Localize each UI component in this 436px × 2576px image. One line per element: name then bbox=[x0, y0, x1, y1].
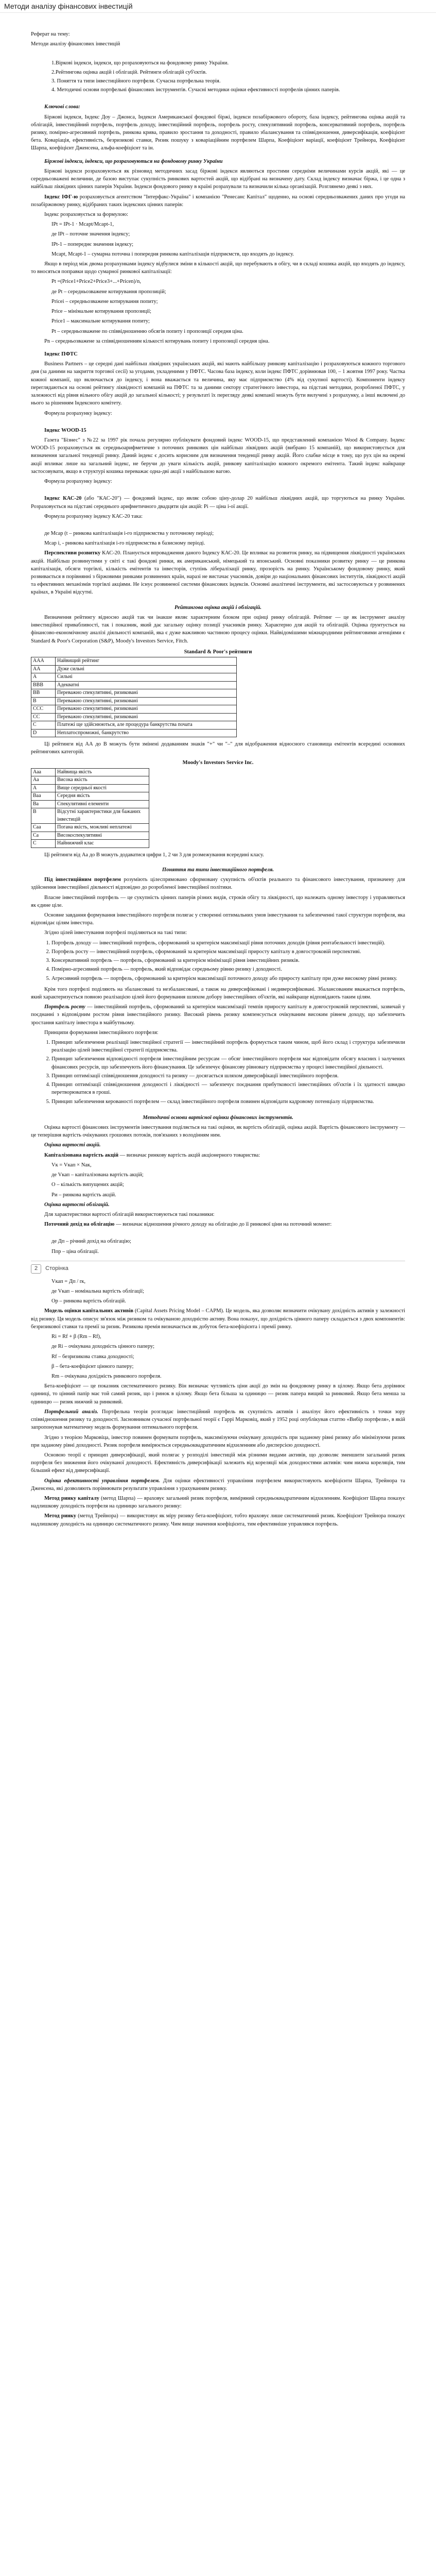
table-row bbox=[31, 721, 237, 730]
section-2-para: Визначення рейтингу відносно акцій так чи інакше являє характерним блоком при оцінці ринку облігацій. Рейтинг — це як інструмент аналізу інвестиційної привабливості, так і показник, який дає загальну оцінку позиції учасників ринку. Характерно для акцій та облігацій. Оцінка ґрунтується на фінансово-економічному аналізі діяльності компаній, яка є дуже важливою частиною процесу оцінки. Найвідомішими міжнародними рейтинговими агенціями є Standard & Poor's Corporation (S&P), Moody's Investors Service, Fitch. bbox=[31, 614, 405, 644]
rating-desc: Переважно спекулятивні, ризиковані bbox=[56, 689, 237, 698]
formula-legend: Ор – ринкова вартість облігацій. bbox=[51, 1298, 126, 1304]
rating-desc: Адекватні bbox=[56, 681, 237, 689]
list-item: 2. Принцип забезпечення відповідності портфеля інвестиційним ресурсам — обсяг інвестиційного портфеля має відповідати обсягу власних і залучених фінансових ресурсів, що забезпечують його фінансування. Це забезпечує фінансову рівновагу підприємства у процесі інвестиційної діяльності. bbox=[51, 1055, 405, 1071]
page-separator bbox=[31, 1264, 405, 1274]
table-row bbox=[31, 784, 149, 792]
rating-code: СС bbox=[31, 713, 56, 721]
rating-desc: Найвища якість bbox=[56, 768, 149, 776]
rating-desc: Дуже сильні bbox=[56, 665, 237, 673]
list-item: 4. Принцип оптимізації співвідношення доходності і ліквідності — забезпечує поєднання прибутковості інвестиційних об'єктів і їх здатності швидко перетворюватися в гроші. bbox=[51, 1081, 405, 1096]
ifg-label: Індекс ІФГ-ю bbox=[44, 194, 78, 200]
portfolio-analysis-label: Портфельний аналіз. bbox=[44, 1409, 98, 1415]
sp-note: Ці рейтинги від АА до В можуть бути змінені додаванням знаків "+" чи "–" для відображення відносного становища емітентів всередині основних рейтингових категорій. bbox=[31, 741, 405, 755]
rating-code: Са bbox=[31, 832, 56, 840]
section-1-para-ifg bbox=[31, 193, 405, 209]
portfolio-types-list bbox=[31, 939, 405, 982]
table-row bbox=[31, 681, 237, 689]
rating-code: ССС bbox=[31, 705, 56, 714]
key-words-text: Біржові індекси, Індекс Доу – Джонса, Індекси Американської фондової біржі, індекси позабіржового обороту, база індексу, рейтингова оцінка акцій та облігацій, інвестиційний портфель, портфель доходу, інвестиційний портфель, портфель росту, спекулятивний портфель, консервативний портфель, портфель ризику, помірно-агресивний портфель, ринкова крива, правило зростання та доходності, правило збалансування та співвідношення, диверсифікація, коефіцієнт бета. Коваріація, ефективність, безризикові ставки, Ризик пошуку з коваріаційним портфелем Шарпа, Коефіцієнт варіації, коефіцієнт Трейнора, Коефіцієнт Шарпа, коефіцієнт Дженсена, альфа-коефіцієнт та ін. bbox=[31, 114, 405, 151]
page2-para bbox=[31, 1307, 405, 1331]
table-row bbox=[31, 665, 237, 673]
kac-label: Індекс КАС-20 bbox=[44, 496, 82, 502]
ref-topic: Методи аналізу фінансових інвестицій bbox=[31, 41, 120, 47]
rating-code: ААА bbox=[31, 657, 56, 666]
section-3-para: Крім того портфелі поділяють на збалансовані та незбалансовані, а також на диверсифіковані і недиверсифіковані. Збалансованим вважається портфель, який характеризується повною реалізацією цілей його формування шляхом добору інвестиційних об'єктів, які найкраще відповідають таким цілям. bbox=[31, 986, 405, 1000]
formula-legend: де ІРt – поточне значення індексу; bbox=[51, 231, 130, 238]
rating-desc: Найнижчий клас bbox=[56, 840, 149, 848]
rating-code: Ааа bbox=[31, 768, 56, 776]
formula: Vк = Vкап × Nак, bbox=[51, 1162, 92, 1168]
formula-legend: Price – мінімальне котирування пропозиції; bbox=[51, 309, 151, 315]
rating-desc: Сильні bbox=[56, 673, 237, 682]
principles-list bbox=[31, 1039, 405, 1106]
list-item: 3. Консервативний портфель — портфель, сформований за критерієм мінімізації рівня інвестиційних ризиків. bbox=[51, 957, 405, 964]
rating-desc: Платежі ще здійснюються, але процедура банкрутства почата bbox=[56, 721, 237, 730]
kac-perspective-para bbox=[31, 549, 405, 596]
formula-legend: де Рt – середньозважене котирування пропозицій; bbox=[51, 289, 166, 295]
sharpe-label: Метод ринку капіталу bbox=[44, 1496, 99, 1502]
page2-para bbox=[31, 1477, 405, 1493]
section-4-para bbox=[31, 1151, 405, 1159]
section-3-para: Власне інвестиційний портфель — це сукупність цінних паперів різних видів, строків обігу та ліквідності, що належать одному інвестору і управляються як єдине ціле. bbox=[31, 894, 405, 908]
rating-code: С bbox=[31, 721, 56, 730]
rating-code: В bbox=[31, 697, 56, 705]
formula: IРt = ІРt-1 · Mcapt/Mcapt-1, bbox=[51, 222, 114, 228]
key-words-label: Ключові слова: bbox=[44, 104, 80, 110]
document-title: Методи аналізу фінансових інвестицій bbox=[4, 2, 133, 10]
page-number: 2 bbox=[31, 1264, 41, 1274]
section-4-title: Методичні основи вартісної оцінки фінансових інструментів. bbox=[143, 1114, 293, 1121]
capm-label: Модель оцінки капітальних активів bbox=[44, 1308, 134, 1314]
list-item: 2. Портфель росту — інвестиційний портфель, сформований за критерієм максимізації приросту капіталу в довгостроковій перспективі. bbox=[51, 948, 405, 956]
stock-valuation-label: Оцінка вартості акцій. bbox=[44, 1142, 101, 1148]
table-row bbox=[31, 657, 237, 666]
rating-code: Ва bbox=[31, 800, 56, 808]
cap-value-label: Капіталізована вартість акцій bbox=[44, 1152, 118, 1158]
table-row bbox=[31, 824, 149, 832]
current-income-text: — визначає відношення річного доходу на облігацію до її ринкової ціни на поточний момент: bbox=[115, 1222, 332, 1228]
formula-legend: Rm – очікувана дохідність ринкового портфеля. bbox=[51, 1373, 162, 1379]
efficiency-label: Оцінка ефективності управління портфелем. bbox=[44, 1478, 160, 1484]
rating-desc: Високоспекулятивні bbox=[56, 832, 149, 840]
plan-item: 4. Методичні основи портфельні фінансових інструментів. Сучасні методики оцінки ефективності портфелів цінних паперів. bbox=[51, 87, 340, 93]
rating-desc: Переважно спекулятивні, ризиковані bbox=[56, 705, 237, 714]
pfts-label: Індекс ПФТС bbox=[44, 351, 78, 357]
formula-legend: Pricei – середньозважене котирування попиту; bbox=[51, 298, 158, 304]
section-3-title: Поняття та типи інвестиційного портфеля. bbox=[162, 867, 274, 873]
formula-legend: де Дп – річний дохід на облігацію; bbox=[51, 1239, 131, 1245]
formula: Рt =(Price1+Price2+Price3+...+Pricen)/n, bbox=[51, 279, 141, 285]
section-3-para bbox=[31, 876, 405, 891]
section-1-title: Біржові індекси, індекси, що розраховуються на фондовому ринку України bbox=[44, 158, 223, 164]
sp-rating-table bbox=[31, 657, 237, 737]
moody-note: Ці рейтинги від Аа до В можуть додаватися цифри 1, 2 чи 3 для розмежування всередині класу. bbox=[44, 852, 264, 858]
rating-code: А bbox=[31, 784, 56, 792]
table-row bbox=[31, 832, 149, 840]
table-row bbox=[31, 673, 237, 682]
plan-list bbox=[31, 59, 405, 94]
page2-para bbox=[31, 1495, 405, 1510]
section-3-para: Основне завдання формування інвестиційного портфеля полягає у створенні оптимальних умов інвестування та забезпеченні такої структури портфеля, яка відповідає цілям інвестора. bbox=[31, 912, 405, 926]
kac-para bbox=[31, 495, 405, 510]
efficiency-text: Для оцінки ефективності управління портфелем використовують коефіцієнти Шарпа, Трейнора та Дженсена, які дозволяють порівнювати результати управління з урахуванням ризику. bbox=[31, 1478, 406, 1492]
rating-desc: Спекулятивні елементи bbox=[56, 800, 149, 808]
rating-code: D bbox=[31, 729, 56, 737]
rating-desc: Середня якість bbox=[56, 792, 149, 801]
formula-intro: Індекс розраховується за формулою: bbox=[44, 211, 129, 217]
sharpe-text: (метод Шарпа) — враховує загальний ризик портфеля, виміряний середньоквадратичним відхиленням. Коефіцієнт Шарпа показує надлишкову доходність портфеля на одиницю загального ризику: bbox=[31, 1496, 405, 1510]
pfts-formula-label: Формула розрахунку індексу: bbox=[44, 410, 112, 416]
formula-legend: де Mcap (t – ринкова капіталізація і-го підприємства у поточному періоді; bbox=[44, 530, 214, 536]
portfolio-def-text: розуміють цілеспрямовано сформовану сукупність об'єктів реального та фінансового інвестування, призначену для здійснення інвестиційної діяльності відповідно до розробленої інвестиційної політики. bbox=[31, 877, 405, 891]
kac-perspective-text: КАС-20. Планується впровадження даного Індексу КАС-20. Це впливає на розвиток ринку, на підвищення ліквідності українських акцій. Найбільш розвинутими у світі є такі фондові ринки, як американський, німецький та японський. Основні показники розвитку ринку — це ринкова капіталізація, обсяги торгівлі, кількість емітентів та інвесторів, ступінь лібералізації ринку, прозорість на ринку. Українському фондовому ринку, який розвивається в порівнянні з біржовими ринками розвинених країн, наразі не вистачає учасників, довіри до національних фінансових інститутів, ліквідності акцій та ефективних механізмів торгівлі акціями. Не існує розвиненої системи фінансових індексів. Основні аналітичні інструменти, які застосовуються у розвинених країнах, в Україні відсутні. bbox=[31, 550, 406, 596]
table-row bbox=[31, 808, 149, 824]
list-item: 5. Принцип забезпечення керованості портфелем — склад інвестиційного портфеля повинен відповідати кадровому потенціалу підприємства. bbox=[51, 1098, 405, 1106]
rating-code: ВВВ bbox=[31, 681, 56, 689]
rating-desc: Переважно спекулятивні, ризиковані bbox=[56, 713, 237, 721]
table-row bbox=[31, 840, 149, 848]
ifg-text: розраховується агентством "Інтерфакс-Україна" і компанією "Ренесанс Капітал" щоденно, на основі середньозважених даних про угоди на позабіржовому ринку, відібраних таких індексних цінних паперів: bbox=[31, 194, 405, 208]
ref-title: Реферат на тему: bbox=[31, 31, 70, 37]
growth-portfolio-text: — інвестиційний портфель, сформований за критерієм максимізації темпів приросту капіталу в довгостроковій перспективі, зазвичай у поєднанні з відповідним ростом рівня інвестиційного ризику. Високий рівень ризику компенсується очікуваним високим рівнем доходу, що забезпечить зростання капіталу інвестора в майбутньому. bbox=[31, 1004, 406, 1026]
rating-desc: Переважно спекулятивні, ризиковані bbox=[56, 697, 237, 705]
woodi-formula-label: Формула розрахунку індексу: bbox=[44, 479, 112, 485]
formula: Vкап = Дп / rк, bbox=[51, 1278, 86, 1284]
list-item: 5. Агресивний портфель — портфель, сформований за критерієм максимізації поточного доходу або приросту капіталу при дуже високому рівні ризику. bbox=[51, 975, 405, 982]
formula-legend: O – кількість випущених акцій; bbox=[51, 1182, 124, 1188]
formula-legend: Ппр – ціна облігації. bbox=[51, 1248, 99, 1255]
formula-legend: ІРt-1 – попереднє значення індексу; bbox=[51, 241, 134, 247]
formula-legend: β – бета-коефіцієнт цінного паперу; bbox=[51, 1363, 134, 1369]
section-3-para bbox=[31, 1003, 405, 1027]
formula-legend: де Vкап – номінальна вартість облігації; bbox=[51, 1289, 144, 1294]
list-item: 1. Принцип забезпечення реалізації інвестиційної стратегії — інвестиційний портфель формується таким чином, щоб його склад і структура забезпечили реалізацію цілей інвестиційної стратегії підприємства. bbox=[51, 1039, 405, 1054]
formula-legend: Rf – безризикова ставка доходності; bbox=[51, 1353, 134, 1360]
page2-para: Основою теорії є принцип диверсифікації, який полягає у розподілі інвестицій між різними видами активів, що дозволяє зменшити загальний ризик портфеля без зниження його очікуваної доходності. Ефективність диверсифікації залежить від кореляції між доходностями активів: чим нижча кореляція, тим більший ефект від диверсифікації. bbox=[31, 1452, 405, 1474]
table-row bbox=[31, 776, 149, 785]
rating-desc: Неплатоспроможні, банкрутство bbox=[56, 729, 237, 737]
section-3-para: Принципи формування інвестиційного портфеля: bbox=[44, 1029, 159, 1036]
page2-para bbox=[31, 1408, 405, 1432]
growth-portfolio-label: Портфель росту bbox=[44, 1004, 85, 1010]
formula-legend: Mcapt, Mcapt-1 – сумарна поточна і попередня ринкова капіталізація підприємств, що входять до індексу. bbox=[51, 251, 294, 257]
rating-desc: Вище середньої якості bbox=[56, 784, 149, 792]
rating-code: Саа bbox=[31, 824, 56, 832]
capm-text: (Capital Assets Pricing Model – CAPM). Це модель, яка дозволяє визначити очікувану дохідність активів у залежності від ризику. Ця модель описує зв'язок між ризиком та очікуваною доходністю активу. Вона показує, що дохідність цінного паперу складається з двох компонентів: безризикової ставки та премії за ризик. Ризикова премія визначається як добуток бета-коефіцієнта і премії ринку. bbox=[31, 1308, 405, 1330]
section-2-title: Рейтингова оцінка акцій і облігацій. bbox=[175, 604, 261, 611]
formula-legend: де Vкап – капіталізована вартість акцій; bbox=[51, 1172, 144, 1178]
page2-para: Бета-коефіцієнт — це показник систематичного ризику. Він визначає чутливість ціни акції до змін на фондовому ринку в цілому. Якщо бета дорівнює одиниці, то цінний папір має той самий ризик, що і ринок в цілому. Якщо бета більша за одиницю — ризик папера вищий за ринковий. Якщо бета менша за одиницю — ризик нижчий за ринковий. bbox=[31, 1383, 405, 1405]
rating-desc: Висока якість bbox=[56, 776, 149, 785]
moody-table-title: Moody's Investors Service Inc. bbox=[182, 760, 254, 766]
table-row bbox=[31, 792, 149, 801]
moody-rating-table bbox=[31, 768, 149, 848]
woodi-label: Індекс WOOD-15 bbox=[44, 427, 86, 433]
table-row bbox=[31, 729, 237, 737]
rating-code: А bbox=[31, 673, 56, 682]
sp-table-title: Standard & Poor's рейтинги bbox=[184, 649, 252, 655]
treynor-label: Метод ринку bbox=[44, 1513, 76, 1519]
formula-legend: Mcap i, - ринкова капіталізація і-го підприємства в базисному періоді. bbox=[44, 540, 205, 547]
current-income-label: Поточний дохід на облігацію bbox=[44, 1222, 115, 1228]
section-3-para: Згідно цілей інвестування портфелі поділяються на такі типи: bbox=[44, 930, 187, 936]
plan-item: 2.Рейтингова оцінка акцій і облігацій. Рейтинги облігацій суб'єктів. bbox=[51, 69, 207, 75]
rating-code: Ваа bbox=[31, 792, 56, 801]
document-body bbox=[0, 13, 436, 1528]
table-row bbox=[31, 768, 149, 776]
bond-valuation-label: Оцінка вартості облігацій. bbox=[44, 1201, 110, 1208]
list-item: 3. Принцип оптимізації співвідношення доходності та ризику — досягається шляхом диверсифікації інвестиційного портфеля. bbox=[51, 1072, 405, 1080]
formula: Rі = Rf + β (Rm – Rf), bbox=[51, 1334, 101, 1340]
rating-code: В bbox=[31, 808, 56, 824]
table-row bbox=[31, 713, 237, 721]
treynor-text: (метод Трейнора) — використовує як міру ризику бета-коефіцієнт, тобто враховує лише систематичний ризик. Коефіцієнт Трейнора показує надлишкову доходність на одиницю систематичного ризику. Чим вище значення коефіцієнта, тим ефективніше управлявся портфель. bbox=[31, 1513, 405, 1527]
woodi-para: Газета "Бізнес" з №22 за 1997 рік почала регулярно публікувати фондовий індекс WOOD-15, що представлений компанією Wood & Company. Індекс WOOD-15 розраховується як середньоарифметичне з поточних ринкових цін найбільш ліквідних акцій (вибрано 15 компаній), що використовується для визначення загальної тенденції ринку. Даний індекс є досить корисним для визначення тенденції ринку акцій. Його слабке місце в тому, що рух цін на окремі акції впливає лише на загальний індекс, не беручи до уваги кількість акцій, ринкову капіталізацію кожного окремого емітента. Такий індекс найкраще застосовувати, якщо в структурі кошика переважає одна-дві акції з найбільшою вагою. bbox=[31, 437, 405, 474]
section-4-para: Для характеристики вартості облігацій використовуються такі показники: bbox=[44, 1211, 215, 1217]
page2-para bbox=[31, 1512, 405, 1528]
portfolio-analysis-text: Портфельна теорія розглядає інвестиційний портфель як сукупність активів і аналізує його ефективність з точки зору співвідношення ризику та доходності. Засновником сучасної портфельної теорії є Гаррі Марковіц, який у 1952 році опублікував статтю «Вибір портфеля», в якій запропонував математичну модель формування оптимального портфеля. bbox=[31, 1409, 406, 1431]
section-4-para: Оцінка вартості фінансових інструментів інвестування поділяється на такі оцінки, як вартість облігацій, оцінка акцій. Вартість фінансового інструменту — це теперішня вартість очікуваних грошових потоків, пов'язаних з володінням ним. bbox=[31, 1125, 405, 1139]
rating-desc: Найвищий рейтинг bbox=[56, 657, 237, 666]
page2-para: Згідно з теорією Марковіца, інвестор повинен формувати портфель, максимізуючи очікувану доходність при заданому рівні ризику або мінімізуючи ризик при заданому рівні доходності. Ризик портфеля вимірюється середньоквадратичним відхиленням або дисперсією доходності. bbox=[31, 1434, 405, 1448]
plan-item: 3. Поняття та типи інвестиційного портфеля. Сучасна портфельна теорія. bbox=[51, 78, 221, 84]
rating-desc: Погана якість, можливі неплатежі bbox=[56, 824, 149, 832]
section-1-para: Pn – середньозважене за співвідношенням кількості котирувань попиту і пропозиції середня ціна. bbox=[44, 338, 270, 344]
section-1-para: Якщо в період між двома розрахунками індексу відбулися зміни в кількості акцій, що перебувають в обігу, чи в складі кошика акцій, що входять до індексу, то вносяться поправки щодо сумарної ринкової капіталізації: bbox=[31, 261, 405, 275]
rating-code: ВВ bbox=[31, 689, 56, 698]
rating-code: С bbox=[31, 840, 56, 848]
section-1-para: Біржові індекси розраховуються як різновид методичних засад біржові індекси являються простими середніми величинами курсів акцій, які — це середньозважені величини, де базою виступає сукупність ринкових вартостей акцій, що відібрані на визначену дату. Склад індексу визначає біржа, і це одна з найбільш ліквідних цінних паперів України. Індекси фондового ринку в країні розрахували та визначили кілька організацій. Розглянемо деякі з них. bbox=[31, 168, 405, 190]
cap-value-text: — визначає ринкову вартість акцій акціонерного товариства: bbox=[119, 1152, 260, 1158]
document-title-bar bbox=[0, 0, 436, 13]
pfts-para: Business Partners – це середні дані найбільш ліквідних українських акцій, які мають найбільшу ринкову капіталізацію і розраховуються кожного торгового дня (за даними на закриття торгової сесії) за угодами, укладеними у ПФТС. Часова база індексу, коли індекс ПФТС дорівнював 100, – 1 жовтня 1997 року. Частка кожної компанії, що включається до індексу, і вона вважається та величина, яку має підприємство (4% від сукупної вартості). Компоненти індексу переглядаються на основі рейтингу ліквідності компаній на ПФТС та за даними сектору стратегічного інвестора, на підставі методики, розробленої ПФТС, у залежності від рівня вільного обігу акцій до загальної кількості; у результаті їх перегляду деякі компанії можуть бути вилучені з розрахунку, а інші включені до нього за рішенням Індексного комітету. bbox=[31, 361, 405, 406]
section-4-para bbox=[31, 1221, 405, 1228]
table-row bbox=[31, 689, 237, 698]
kac-perspective-label: Перспективи розвитку bbox=[44, 550, 101, 556]
list-item: 1. Портфель доходу — інвестиційний портфель, сформований за критерієм максимізації рівня поточних доходів (рівня рентабельності інвестицій). bbox=[51, 939, 405, 947]
kac-formula-label: Формула розрахунку індексу КАС-20 така: bbox=[44, 513, 143, 519]
table-row bbox=[31, 705, 237, 714]
portfolio-def-label: Під інвестиційним портфелем bbox=[44, 877, 121, 883]
table-row bbox=[31, 800, 149, 808]
list-item: 4. Помірно-агресивний портфель — портфель, який відповідає середньому рівню ризику і доходності. bbox=[51, 965, 405, 973]
rating-code: Аа bbox=[31, 776, 56, 785]
table-row bbox=[31, 697, 237, 705]
rating-desc: Відсутні характеристики для бажаних інвестицій bbox=[56, 808, 149, 824]
formula-legend: Price1 – максимальне котирування попиту; bbox=[51, 318, 150, 325]
formula-legend: Ри – ринкова вартість акцій. bbox=[51, 1192, 116, 1198]
formula-legend: де Rі – очікувана доходність цінного паперу; bbox=[51, 1344, 154, 1350]
plan-item: 1.Віркові індекси, індекси, що розраховуються на фондовому ринку України. bbox=[51, 60, 229, 66]
formula-legend: Pt – середньозважене по співвідношенню обсягів попиту і пропозиції середня ціна. bbox=[51, 328, 243, 334]
kac-text: (або "КАС-20") — фондовий індекс, що являє собою ціну-долар 20 найбільш ліквідних акцій, що торгуються на ринку України. Розраховується на підставі середнього арифметичного двадцяти цін акцій: Рi — ціна і-ої акції. bbox=[31, 496, 406, 510]
rating-code: АА bbox=[31, 665, 56, 673]
page-label: Сторінка bbox=[45, 1265, 68, 1272]
